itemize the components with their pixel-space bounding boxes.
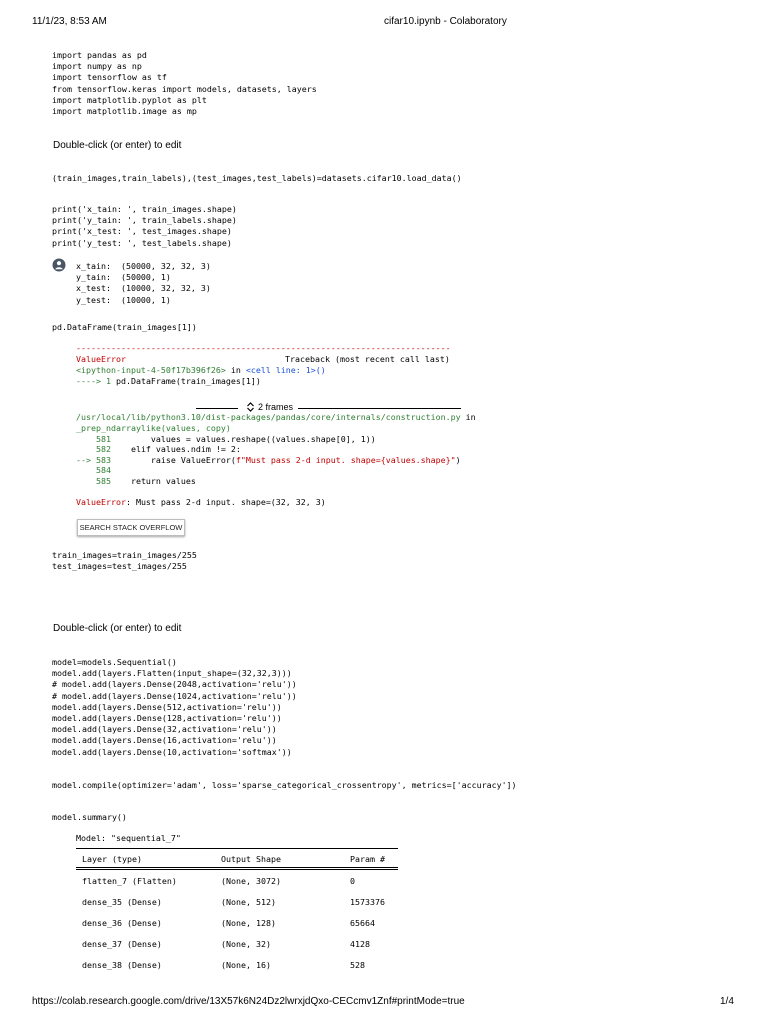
summary-row-params: 4128 (350, 939, 370, 949)
traceback-line-583 (76, 455, 461, 466)
summary-row-shape: (None, 512) (221, 897, 276, 907)
code-cell-summary[interactable]: model.summary() (52, 812, 127, 822)
traceback-final-error (76, 497, 326, 508)
print-url: https://colab.research.google.com/drive/13X57k6N24Dz2lwrxjdQxo-CECcmv1Znf#printMode=true (32, 996, 465, 1007)
frames-rule-left (196, 408, 238, 409)
traceback-arrow-prefix: ----> 1 (76, 376, 116, 386)
code-cell-print-shapes[interactable]: print('x_tain: ', train_images.shape) print('y_tain: ', train_labels.shape) print('x_test: ', test_images.shape) print('y_test: ', test_labels.shape) (52, 204, 237, 248)
summary-row-layer: dense_37 (Dense) (82, 939, 162, 949)
traceback-cell-ref: <cell line: 1>() (245, 365, 326, 375)
traceback-dashes: --------------------------------------------------------------------------- (76, 343, 451, 353)
summary-row-layer: flatten_7 (Flatten) (82, 876, 177, 886)
summary-row-params: 0 (350, 876, 355, 886)
output-print-shapes: x_tain: (50000, 32, 32, 3) y_tain: (50000, 1) x_test: (10000, 32, 32, 3) y_test: (10000, 1) (76, 261, 211, 305)
summary-row-shape: (None, 32) (221, 939, 271, 949)
traceback-file-path: /usr/local/lib/python3.10/dist-packages/pandas/core/internals/construction.py (76, 412, 461, 422)
summary-separator-double (76, 867, 398, 870)
code-cell-dataframe[interactable]: pd.DataFrame(train_images[1]) (52, 322, 197, 332)
summary-row-shape: (None, 3072) (221, 876, 281, 886)
summary-separator-top (76, 848, 398, 849)
traceback-func-name: _prep_ndarraylike(values, copy) (76, 423, 231, 433)
code-cell-load-data[interactable]: (train_images,train_labels),(test_images,test_labels)=datasets.cifar10.load_data() (52, 173, 462, 183)
line-582-code: elif values.ndim != 2: (110, 444, 241, 454)
traceback-in-word: in (225, 365, 246, 375)
summary-model-line: Model: "sequential_7" (76, 833, 181, 843)
line-583-string: f"Must pass 2-d input. shape={values.shape}" (235, 455, 456, 465)
traceback-line-584 (76, 465, 111, 476)
line-581-code: values = values.reshape((values.shape[0], 1)) (110, 434, 376, 444)
frames-rule-right (298, 408, 461, 409)
line-581-number: 581 (76, 434, 111, 444)
final-error-name: ValueError (76, 497, 126, 507)
summary-header-params: Param # (350, 854, 385, 864)
code-cell-normalize[interactable]: train_images=train_images/255 test_images=test_images/255 (52, 550, 197, 572)
line-583-close: ) (455, 455, 461, 465)
line-585-code: return values (110, 476, 196, 486)
summary-header-shape: Output Shape (221, 854, 281, 864)
code-cell-imports[interactable]: import pandas as pd import numpy as np import tensorflow as tf from tensorflow.keras import models, datasets, layers import matplotlib.pyplot as plt import matplotlib.image as mp (52, 50, 317, 117)
summary-row-params: 528 (350, 960, 365, 970)
frames-label: 2 frames (258, 402, 294, 412)
traceback-input-ref: <ipython-input-4-50f17b396f26> (76, 365, 226, 375)
traceback-func-line (76, 423, 231, 434)
line-582-number: 582 (76, 444, 111, 454)
traceback-input-line (76, 365, 326, 376)
line-585-number: 585 (76, 476, 111, 486)
output-cell-icon[interactable] (52, 258, 66, 272)
final-error-message: : Must pass 2-d input. shape=(32, 32, 3) (125, 497, 326, 507)
summary-row-params: 1573376 (350, 897, 385, 907)
page-number: 1/4 (720, 996, 734, 1007)
search-stack-overflow-button[interactable]: SEARCH STACK OVERFLOW (77, 519, 185, 536)
line-583-code: raise ValueError( (110, 455, 236, 465)
summary-row-layer: dense_36 (Dense) (82, 918, 162, 928)
line-583-number: --> 583 (76, 455, 111, 465)
traceback-arrow-line (76, 376, 261, 387)
traceback-line-582 (76, 444, 241, 455)
summary-row-shape: (None, 128) (221, 918, 276, 928)
code-cell-compile[interactable]: model.compile(optimizer='adam', loss='sparse_categorical_crossentropy', metrics=['accuracy']) (52, 780, 517, 790)
print-datetime: 11/1/23, 8:53 AM (32, 16, 107, 27)
traceback-arrow-code: pd.DataFrame(train_images[1]) (115, 376, 261, 386)
text-cell-edit-hint[interactable]: Double-click (or enter) to edit (53, 140, 182, 151)
summary-row-params: 65664 (350, 918, 375, 928)
traceback-line-585 (76, 476, 196, 487)
text-cell-edit-hint-2[interactable]: Double-click (or enter) to edit (53, 623, 182, 634)
traceback-file-in: in (460, 412, 476, 422)
summary-row-shape: (None, 16) (221, 960, 271, 970)
line-584-number: 584 (76, 465, 111, 475)
traceback-error-name: ValueError (76, 354, 126, 364)
summary-header-layer: Layer (type) (82, 854, 142, 864)
traceback-file-line (76, 412, 476, 423)
code-cell-model[interactable]: model=models.Sequential() model.add(layers.Flatten(input_shape=(32,32,3))) # model.add(layers.Dense(2048,activation='relu')) # model.add(layers.Dense(1024,activation='relu')) model.add(layers.Dense(512,activation='relu')) model.add(layers.Dense(128,activation='relu')) model.add(layers.Dense(32,activation='relu')) model.add(layers.Dense(16,activation='relu')) model.add(layers.Dense(10,activation='softmax')) (52, 657, 297, 757)
page-title: cifar10.ipynb - Colaboratory (384, 16, 507, 27)
summary-row-layer: dense_35 (Dense) (82, 897, 162, 907)
traceback-label: Traceback (most recent call last) (285, 354, 450, 364)
summary-row-layer: dense_38 (Dense) (82, 960, 162, 970)
